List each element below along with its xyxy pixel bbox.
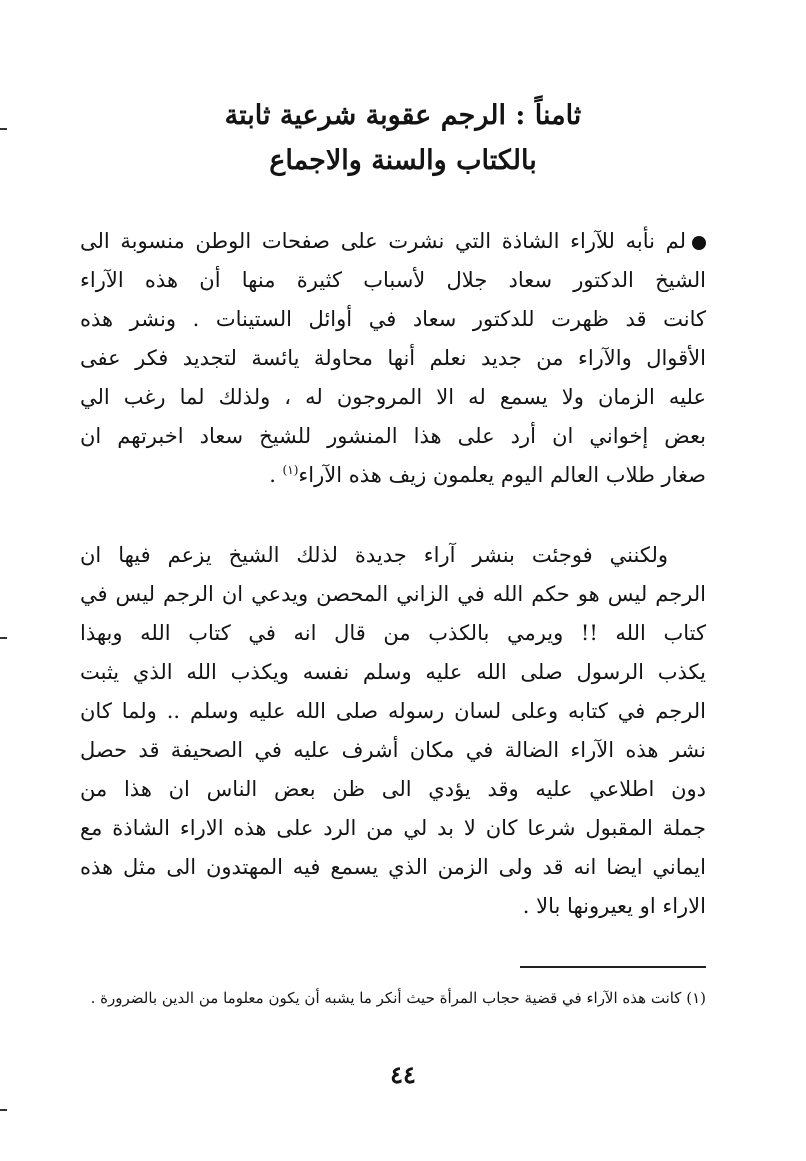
left-edge-mark-top xyxy=(0,128,7,130)
paragraph-1-line-3: كانت قد ظهرت للدكتور سعاد في أوائل الستينات . ونشر هذه xyxy=(80,307,706,331)
bullet-icon xyxy=(692,236,706,250)
paragraph-1-line-2: الشيخ الدكتور سعاد جلال لأسباب كثيرة منها أن هذه الآراء xyxy=(80,268,706,292)
paragraph-2-line-3: كتاب الله !! ويرمي بالكذب من قال انه في كتاب الله وبهذا xyxy=(80,621,706,645)
footnote-reference: (١) xyxy=(282,463,299,477)
paragraph-1-line-5: عليه الزمان ولا يسمع له الا المروجون له ، ولذلك لما رغب الي xyxy=(80,385,706,409)
paragraph-2-line-6: نشر هذه الآراء الضالة في مكان أشرف عليه في الصحيفة قد حصل xyxy=(80,738,706,762)
page-number: ٤٤ xyxy=(390,1060,416,1089)
paragraph-2 xyxy=(80,536,706,926)
paragraph-1 xyxy=(80,222,706,495)
paragraph-1-line-4: الأقوال والآراء من جديد نعلم أنها محاولة يائسة لتجديد فكر عفى xyxy=(80,346,706,370)
paragraph-1-line-1 xyxy=(80,222,706,261)
paragraph-2-line-9: ايماني ايضا انه قد ولى الزمن الذي يسمع فيه المهتدون الى مثل هذه xyxy=(80,855,706,879)
paragraph-1-line-7-text: صغار طلاب العالم اليوم يعلمون زيف هذه الآراء xyxy=(298,463,706,487)
paragraph-2-line-8: جملة المقبول شرعا كان لا بد لي من الرد على هذه الاراء الشاذة مع xyxy=(80,816,706,840)
paragraph-2-line-2: الرجم ليس هو حكم الله في الزاني المحصن ويدعي ان الرجم ليس في xyxy=(80,582,706,606)
paragraph-1-line-1-text: لم نأبه للآراء الشاذة التي نشرت على صفحات الوطن منسوبة الى xyxy=(80,229,686,253)
paragraph-2-line-1: ولكنني فوجئت بنشر آراء جديدة لذلك الشيخ يزعم فيها ان xyxy=(80,543,668,567)
paragraph-2-line-5: الرجم في كتابه وعلى لسان رسوله صلى الله عليه وسلم .. ولما كان xyxy=(80,699,706,723)
paragraph-2-line-4: يكذب الرسول صلى الله عليه وسلم نفسه ويكذب الله الذي يثبت xyxy=(80,660,706,684)
paragraph-2-line-7: دون اطلاعي عليه وقد يؤدي الى ظن بعض الناس ان هذا من xyxy=(80,777,706,801)
section-title-line-2: بالكتاب والسنة والاجماع xyxy=(269,145,537,176)
left-edge-mark-bottom xyxy=(0,1109,7,1111)
paragraph-1-line-7 xyxy=(80,456,706,495)
section-title-line-1: ثامناً : الرجم عقوبة شرعية ثابتة xyxy=(224,100,582,131)
paragraph-1-line-6: بعض إخواني ان أرد على هذا المنشور للشيخ سعاد اخبرتهم ان xyxy=(80,424,706,448)
left-edge-mark-middle xyxy=(0,637,7,639)
paragraph-2-line-10: الاراء او يعيرونها بالا . xyxy=(522,894,706,918)
footnote: (١) كانت هذه الآراء في قضية حجاب المرأة حيث أنكر ما يشبه أن يكون معلوما من الدين بالضرورة . xyxy=(90,989,706,1007)
footnote-divider xyxy=(520,966,706,968)
paragraph-1-line-7-end: . xyxy=(269,463,283,487)
